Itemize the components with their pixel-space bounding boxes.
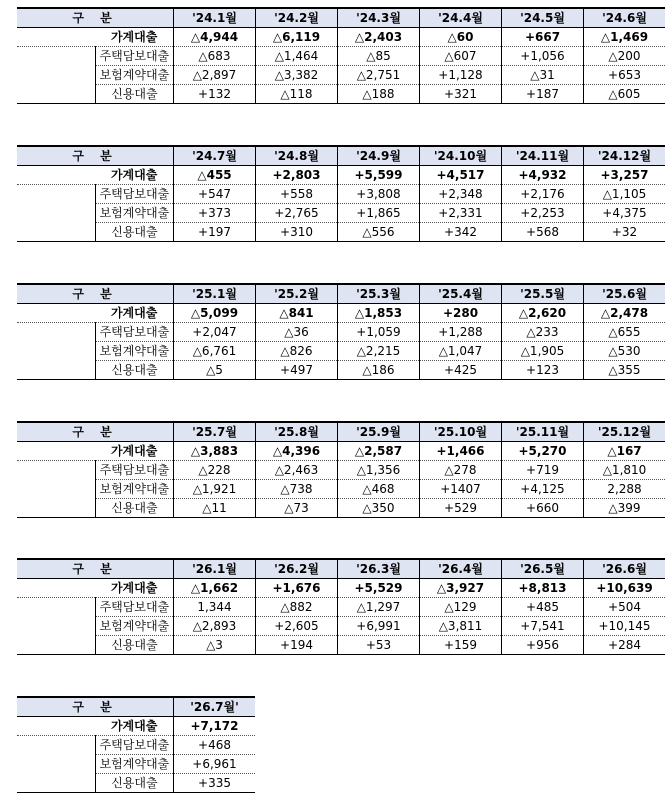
indent-cell — [17, 636, 95, 655]
period-header: '25.9월 — [338, 422, 420, 442]
indent-cell — [17, 480, 95, 499]
value-cell: +1407 — [420, 480, 502, 499]
header-row — [17, 284, 665, 304]
row-label: 주택담보대출 — [95, 461, 173, 480]
value-cell: △73 — [256, 499, 338, 518]
value-cell: +3,808 — [338, 185, 420, 204]
period-header: '24.3월 — [338, 8, 420, 28]
value-cell: △1,853 — [338, 304, 420, 323]
period-header: '26.5월 — [502, 559, 584, 579]
value-cell: +547 — [174, 185, 256, 204]
value-cell: △11 — [174, 499, 256, 518]
period-header: '24.7월 — [174, 146, 256, 166]
value-cell: +32 — [584, 223, 666, 242]
period-header: '24.5월 — [502, 8, 584, 28]
header-label: 구 분 — [17, 422, 174, 442]
insurance-row — [17, 480, 665, 499]
credit-row — [17, 636, 665, 655]
row-label: 보험계약대출 — [95, 755, 173, 774]
value-cell: △5,099 — [174, 304, 256, 323]
value-cell: △655 — [584, 323, 666, 342]
total-row — [17, 717, 255, 736]
indent-cell — [17, 579, 95, 598]
row-label: 가계대출 — [95, 28, 173, 47]
value-cell: △350 — [338, 499, 420, 518]
value-cell: △3,382 — [256, 66, 338, 85]
indent-cell — [17, 204, 95, 223]
period-header: '26.1월 — [174, 559, 256, 579]
value-cell: △2,215 — [338, 342, 420, 361]
row-label: 신용대출 — [95, 85, 173, 104]
value-cell: △2,587 — [338, 442, 420, 461]
value-cell: +568 — [502, 223, 584, 242]
value-cell: +660 — [502, 499, 584, 518]
header-row — [17, 422, 665, 442]
value-cell: +335 — [174, 774, 256, 793]
period-header: '24.6월 — [584, 8, 666, 28]
value-cell: +4,125 — [502, 480, 584, 499]
value-cell: △826 — [256, 342, 338, 361]
value-cell: +1,059 — [338, 323, 420, 342]
row-label: 보험계약대출 — [95, 617, 173, 636]
value-cell: +4,932 — [502, 166, 584, 185]
total-row — [17, 579, 665, 598]
value-cell: △4,396 — [256, 442, 338, 461]
value-cell: +5,599 — [338, 166, 420, 185]
value-cell: △1,662 — [174, 579, 256, 598]
header-label: 구 분 — [17, 8, 174, 28]
value-cell: △188 — [338, 85, 420, 104]
loan-table — [17, 145, 665, 242]
value-cell: +497 — [256, 361, 338, 380]
credit-row — [17, 774, 255, 793]
value-cell: +321 — [420, 85, 502, 104]
period-header: '25.5월 — [502, 284, 584, 304]
insurance-row — [17, 342, 665, 361]
value-cell: △738 — [256, 480, 338, 499]
credit-row — [17, 499, 665, 518]
period-header: '25.2월 — [256, 284, 338, 304]
value-cell: △3,811 — [420, 617, 502, 636]
indent-cell — [17, 461, 95, 480]
value-cell: +485 — [502, 598, 584, 617]
header-row — [17, 697, 255, 717]
period-header: '25.4월 — [420, 284, 502, 304]
value-cell: +3,257 — [584, 166, 666, 185]
indent-cell — [17, 717, 95, 736]
indent-cell — [17, 223, 95, 242]
value-cell: +10,639 — [584, 579, 666, 598]
value-cell: +5,529 — [338, 579, 420, 598]
value-cell: △1,905 — [502, 342, 584, 361]
value-cell: +2,253 — [502, 204, 584, 223]
period-header: '24.10월 — [420, 146, 502, 166]
value-cell: △605 — [584, 85, 666, 104]
indent-cell — [17, 598, 95, 617]
header-label: 구 분 — [17, 559, 174, 579]
period-header: '25.6월 — [584, 284, 666, 304]
value-cell: △6,761 — [174, 342, 256, 361]
value-cell: +653 — [584, 66, 666, 85]
value-cell: +342 — [420, 223, 502, 242]
period-header: '25.1월 — [174, 284, 256, 304]
indent-cell — [17, 85, 95, 104]
mortgage-row — [17, 598, 665, 617]
period-header: '24.11월 — [502, 146, 584, 166]
period-header: '25.7월 — [174, 422, 256, 442]
indent-cell — [17, 361, 95, 380]
total-row — [17, 442, 665, 461]
value-cell: +194 — [256, 636, 338, 655]
loan-table — [17, 421, 665, 518]
indent-cell — [17, 185, 95, 204]
indent-cell — [17, 304, 95, 323]
period-header: '26.3월 — [338, 559, 420, 579]
value-cell: +284 — [584, 636, 666, 655]
value-cell: △60 — [420, 28, 502, 47]
value-cell: △1,297 — [338, 598, 420, 617]
period-header: '24.4월 — [420, 8, 502, 28]
total-row — [17, 166, 665, 185]
value-cell: △468 — [338, 480, 420, 499]
value-cell: △2,620 — [502, 304, 584, 323]
value-cell: △841 — [256, 304, 338, 323]
value-cell: △186 — [338, 361, 420, 380]
header-row — [17, 146, 665, 166]
period-header: '24.8월 — [256, 146, 338, 166]
value-cell: △6,119 — [256, 28, 338, 47]
value-cell: △1,469 — [584, 28, 666, 47]
row-label: 보험계약대출 — [95, 66, 173, 85]
total-row — [17, 28, 665, 47]
row-label: 주택담보대출 — [95, 47, 173, 66]
value-cell: +4,375 — [584, 204, 666, 223]
header-row — [17, 559, 665, 579]
indent-cell — [17, 736, 95, 755]
value-cell: △530 — [584, 342, 666, 361]
value-cell: △2,463 — [256, 461, 338, 480]
value-cell: +2,176 — [502, 185, 584, 204]
indent-cell — [17, 166, 95, 185]
mortgage-row — [17, 736, 255, 755]
value-cell: +53 — [338, 636, 420, 655]
value-cell: +10,145 — [584, 617, 666, 636]
value-cell: +159 — [420, 636, 502, 655]
value-cell: +187 — [502, 85, 584, 104]
insurance-row — [17, 204, 665, 223]
value-cell: +468 — [174, 736, 256, 755]
value-cell: +373 — [174, 204, 256, 223]
value-cell: +529 — [420, 499, 502, 518]
loan-table — [17, 696, 255, 793]
value-cell: △3,927 — [420, 579, 502, 598]
value-cell: +2,803 — [256, 166, 338, 185]
row-label: 주택담보대출 — [95, 185, 173, 204]
row-label: 주택담보대출 — [95, 736, 173, 755]
total-row — [17, 304, 665, 323]
indent-cell — [17, 499, 95, 518]
value-cell: +425 — [420, 361, 502, 380]
indent-cell — [17, 28, 95, 47]
value-cell: △1,810 — [584, 461, 666, 480]
value-cell: +719 — [502, 461, 584, 480]
indent-cell — [17, 617, 95, 636]
value-cell: △683 — [174, 47, 256, 66]
loan-table — [17, 283, 665, 380]
row-label: 가계대출 — [95, 442, 173, 461]
value-cell: △607 — [420, 47, 502, 66]
period-header: '26.2월 — [256, 559, 338, 579]
value-cell: △85 — [338, 47, 420, 66]
value-cell: +2,331 — [420, 204, 502, 223]
value-cell: △200 — [584, 47, 666, 66]
row-label: 가계대출 — [95, 717, 173, 736]
value-cell: +2,765 — [256, 204, 338, 223]
period-header: '26.4월 — [420, 559, 502, 579]
period-header: '25.10월 — [420, 422, 502, 442]
credit-row — [17, 223, 665, 242]
value-cell: △882 — [256, 598, 338, 617]
insurance-row — [17, 755, 255, 774]
value-cell: +558 — [256, 185, 338, 204]
period-header: '25.3월 — [338, 284, 420, 304]
value-cell: △1,921 — [174, 480, 256, 499]
value-cell: △228 — [174, 461, 256, 480]
value-cell: +504 — [584, 598, 666, 617]
row-label: 가계대출 — [95, 166, 173, 185]
row-label: 보험계약대출 — [95, 204, 173, 223]
value-cell: △3 — [174, 636, 256, 655]
credit-row — [17, 85, 665, 104]
indent-cell — [17, 66, 95, 85]
value-cell: △167 — [584, 442, 666, 461]
mortgage-row — [17, 323, 665, 342]
mortgage-row — [17, 185, 665, 204]
loan-table — [17, 558, 665, 655]
value-cell: 1,344 — [174, 598, 256, 617]
value-cell: △118 — [256, 85, 338, 104]
header-label: 구 분 — [17, 284, 174, 304]
row-label: 보험계약대출 — [95, 480, 173, 499]
value-cell: +956 — [502, 636, 584, 655]
row-label: 가계대출 — [95, 579, 173, 598]
value-cell: +1,056 — [502, 47, 584, 66]
value-cell: △2,897 — [174, 66, 256, 85]
row-label: 신용대출 — [95, 361, 173, 380]
row-label: 신용대출 — [95, 499, 173, 518]
indent-cell — [17, 755, 95, 774]
row-label: 신용대출 — [95, 636, 173, 655]
period-header: '26.6월 — [584, 559, 666, 579]
period-header: '24.9월 — [338, 146, 420, 166]
value-cell: △2,403 — [338, 28, 420, 47]
row-label: 신용대출 — [95, 223, 173, 242]
value-cell: △129 — [420, 598, 502, 617]
value-cell: △278 — [420, 461, 502, 480]
period-header: '24.1월 — [174, 8, 256, 28]
value-cell: △5 — [174, 361, 256, 380]
value-cell: 2,288 — [584, 480, 666, 499]
period-header: '26.7월' — [174, 697, 256, 717]
value-cell: +7,541 — [502, 617, 584, 636]
value-cell: △399 — [584, 499, 666, 518]
period-header: '24.2월 — [256, 8, 338, 28]
value-cell: +6,961 — [174, 755, 256, 774]
value-cell: +1,466 — [420, 442, 502, 461]
header-label: 구 분 — [17, 697, 174, 717]
value-cell: +2,605 — [256, 617, 338, 636]
insurance-row — [17, 66, 665, 85]
value-cell: △455 — [174, 166, 256, 185]
value-cell: △556 — [338, 223, 420, 242]
indent-cell — [17, 47, 95, 66]
row-label: 주택담보대출 — [95, 323, 173, 342]
credit-row — [17, 361, 665, 380]
row-label: 가계대출 — [95, 304, 173, 323]
indent-cell — [17, 342, 95, 361]
period-header: '25.8월 — [256, 422, 338, 442]
insurance-row — [17, 617, 665, 636]
value-cell: +1,676 — [256, 579, 338, 598]
indent-cell — [17, 442, 95, 461]
loan-table — [17, 7, 665, 104]
header-row — [17, 8, 665, 28]
value-cell: △355 — [584, 361, 666, 380]
value-cell: +2,348 — [420, 185, 502, 204]
value-cell: △1,356 — [338, 461, 420, 480]
value-cell: +5,270 — [502, 442, 584, 461]
value-cell: +123 — [502, 361, 584, 380]
value-cell: △3,883 — [174, 442, 256, 461]
value-cell: △4,944 — [174, 28, 256, 47]
value-cell: △1,464 — [256, 47, 338, 66]
value-cell: +4,517 — [420, 166, 502, 185]
value-cell: △2,478 — [584, 304, 666, 323]
value-cell: +280 — [420, 304, 502, 323]
value-cell: +667 — [502, 28, 584, 47]
value-cell: +8,813 — [502, 579, 584, 598]
value-cell: △2,893 — [174, 617, 256, 636]
value-cell: +6,991 — [338, 617, 420, 636]
indent-cell — [17, 774, 95, 793]
value-cell: △2,751 — [338, 66, 420, 85]
value-cell: +197 — [174, 223, 256, 242]
value-cell: +1,288 — [420, 323, 502, 342]
mortgage-row — [17, 461, 665, 480]
value-cell: △1,047 — [420, 342, 502, 361]
period-header: '25.11월 — [502, 422, 584, 442]
mortgage-row — [17, 47, 665, 66]
indent-cell — [17, 323, 95, 342]
period-header: '25.12월 — [584, 422, 666, 442]
value-cell: +132 — [174, 85, 256, 104]
value-cell: +2,047 — [174, 323, 256, 342]
value-cell: △31 — [502, 66, 584, 85]
value-cell: △1,105 — [584, 185, 666, 204]
value-cell: +7,172 — [174, 717, 256, 736]
header-label: 구 분 — [17, 146, 174, 166]
value-cell: +1,128 — [420, 66, 502, 85]
value-cell: +1,865 — [338, 204, 420, 223]
period-header: '24.12월 — [584, 146, 666, 166]
row-label: 보험계약대출 — [95, 342, 173, 361]
row-label: 주택담보대출 — [95, 598, 173, 617]
row-label: 신용대출 — [95, 774, 173, 793]
value-cell: +310 — [256, 223, 338, 242]
value-cell: △36 — [256, 323, 338, 342]
value-cell: △233 — [502, 323, 584, 342]
